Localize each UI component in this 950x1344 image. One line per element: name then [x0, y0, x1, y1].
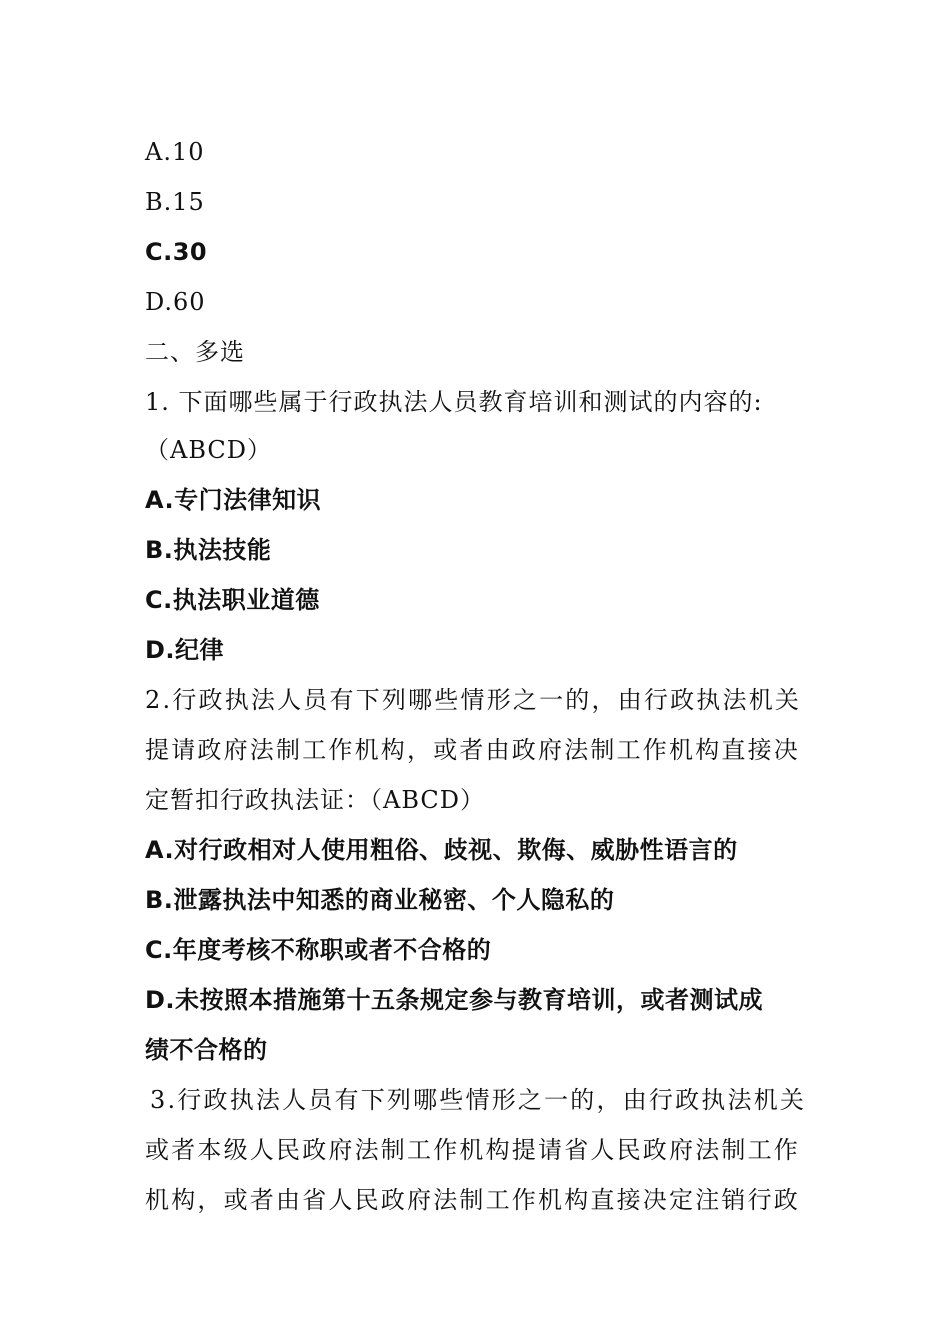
q2-option-d-continued: 绩不合格的 [145, 1036, 268, 1064]
q3-stem-line-3: 机构，或者由省人民政府法制工作机构直接决定注销行政 [145, 1186, 800, 1214]
q2-stem-line-3: 定暂扣行政执法证：（ABCD） [145, 786, 486, 814]
q2-option-c: C.年度考核不称职或者不合格的 [145, 936, 492, 964]
q-prev-option-d: D.60 [145, 288, 206, 316]
q1-stem-line-2: （ABCD） [145, 436, 273, 464]
q2-stem-line-1: 2.行政执法人员有下列哪些情形之一的，由行政执法机关 [145, 686, 802, 714]
q2-option-d: D.未按照本措施第十五条规定参与教育培训，或者测试成 [145, 986, 764, 1014]
q2-option-a: A.对行政相对人使用粗俗、歧视、欺侮、威胁性语言的 [145, 836, 738, 864]
q1-option-c: C.执法职业道德 [145, 586, 320, 614]
q2-stem-line-2: 提请政府法制工作机构，或者由政府法制工作机构直接决 [145, 736, 800, 764]
q1-stem-line-1: 1. 下面哪些属于行政执法人员教育培训和测试的内容的: [145, 388, 763, 416]
q2-option-b: B.泄露执法中知悉的商业秘密、个人隐私的 [145, 886, 615, 914]
q3-stem-line-1: 3.行政执法人员有下列哪些情形之一的，由行政执法机关 [150, 1086, 807, 1114]
q1-option-d: D.纪律 [145, 636, 225, 664]
q-prev-option-b: B.15 [145, 188, 205, 216]
q-prev-option-c-answer: C.30 [145, 238, 208, 266]
q-prev-option-a: A.10 [145, 138, 205, 166]
q1-option-b: B.执法技能 [145, 536, 272, 564]
q1-option-a: A.专门法律知识 [145, 486, 322, 514]
q3-stem-line-2: 或者本级人民政府法制工作机构提请省人民政府法制工作 [145, 1136, 800, 1164]
section-heading: 二、多选 [145, 338, 245, 366]
